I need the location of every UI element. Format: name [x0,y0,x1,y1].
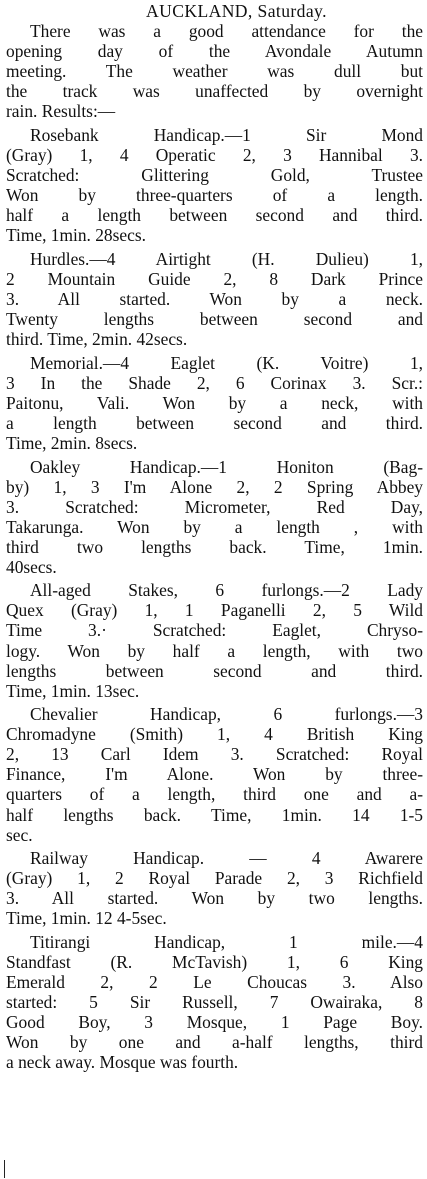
text-line: half a length between second and third. [6,205,423,226]
text-line: logy. Won by half a length, with two [6,640,423,661]
text-line: 3. All started. Won by a neck. [6,288,423,309]
text-line: 3. Scratched: Micrometer, Red Day, [6,496,423,517]
text-line: Time 3.· Scratched: Eaglet, Chryso- [6,620,423,641]
text-line: third. Time, 2min. 42secs. [6,329,188,349]
text-line: half lengths back. Time, 1min. 14 1-5 [6,804,423,825]
text-line: Scratched: Glittering Gold, Trustee [6,164,423,185]
text-line: Takarunga. Won by a length , with [6,516,423,537]
text-line: Good Boy, 3 Mosque, 1 Page Boy. [6,1012,423,1033]
text-line: Oakley Handicap.—1 Honiton (Bag- [30,456,423,477]
text-line: Twenty lengths between second and [6,308,423,329]
text-line: 3 In the Shade 2, 6 Corinax 3. Scr.: [6,372,423,393]
text-line: Time, 2min. 8secs. [6,432,138,453]
text-line: Quex (Gray) 1, 1 Paganelli 2, 5 Wild [6,600,423,621]
text-line: meeting. The weather was dull but [6,61,423,82]
column-rule [4,1160,5,1178]
text-line: Time, 1min. 28secs. [6,225,146,246]
text-line: started: 5 Sir Russell, 7 Owairaka, 8 [6,992,423,1013]
text-line: a length between second and third. [6,412,423,433]
text-line: quarters of a length, third one and a- [6,784,423,805]
text-line: Paitonu, Vali. Won by a neck, with [6,392,423,413]
text-line: rain. Results:— [6,101,116,122]
text-line: the track was unaffected by overnight [6,81,423,102]
text-line: Standfast (R. McTavish) 1, 6 King [6,952,423,972]
text-line: third two lengths back. Time, 1min. [6,536,423,557]
text-line: Chromadyne (Smith) 1, 4 British King [6,724,423,745]
text-line: Hurdles.—4 Airtight (H. Dulieu) 1, [30,248,423,269]
text-line: Rosebank Handicap.—1 Sir Mond [30,124,423,145]
text-line: All-aged Stakes, 6 furlongs.—2 Lady [30,580,423,601]
text-line: Memorial.—4 Eaglet (K. Voitre) 1, [30,352,423,373]
text-line: 3. All started. Won by two lengths. [6,888,423,909]
text-line: There was a good attendance for the [30,21,423,41]
text-line: Time, 1min. 13sec. [6,680,140,701]
text-line: 40secs. [6,556,57,577]
text-line: a neck away. Mosque was fourth. [6,1052,239,1073]
text-line: Won by three-quarters of a length. [6,185,423,205]
text-line: Emerald 2, 2 Le Choucas 3. Also [6,972,423,993]
text-line: Time, 1min. 12 4-5sec. [6,908,167,929]
text-line: 2 Mountain Guide 2, 8 Dark Prince [6,268,423,289]
text-line: (Gray) 1, 2 Royal Parade 2, 3 Richfield [6,868,423,889]
text-line: Finance, I'm Alone. Won by three- [6,764,423,785]
text-line: sec. [6,824,33,845]
text-line: Won by one and a-half lengths, third [6,1032,423,1053]
text-line: lengths between second and third. [6,660,423,681]
text-line: by) 1, 3 I'm Alone 2, 2 Spring Abbey [6,476,423,497]
text-line: Titirangi Handicap, 1 mile.—4 [30,932,423,952]
text-line: Railway Handicap. — 4 Awarere [30,848,423,869]
text-line: opening day of the Avondale Autumn [6,41,423,61]
text-line: Chevalier Handicap, 6 furlongs.—3 [30,704,423,725]
text-line: 2, 13 Carl Idem 3. Scratched: Royal [6,744,423,765]
dateline-heading: AUCKLAND, Saturday. [146,1,327,21]
text-line: (Gray) 1, 4 Operatic 2, 3 Hannibal 3. [6,144,423,165]
